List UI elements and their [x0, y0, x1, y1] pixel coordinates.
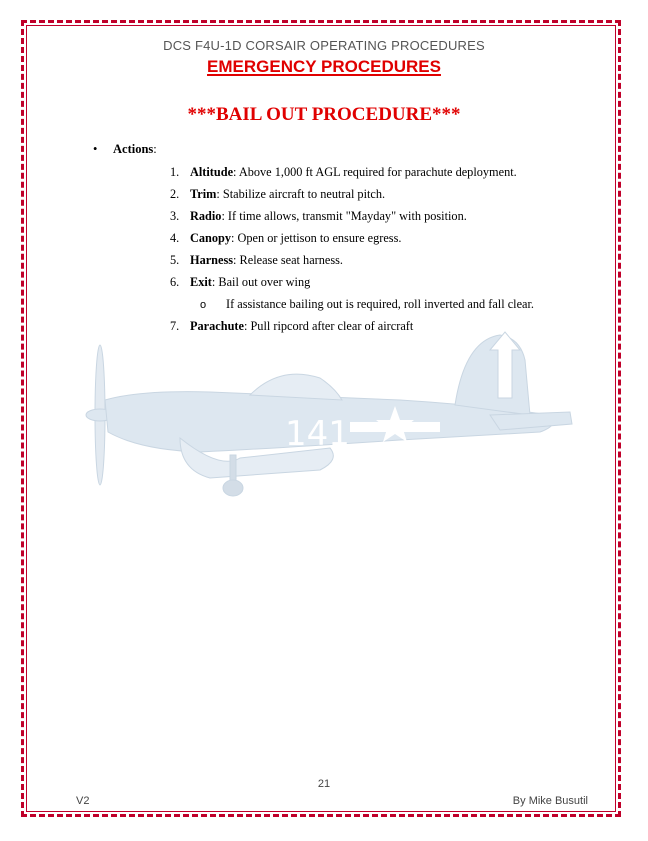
step-text: : Pull ripcord after clear of aircraft	[243, 319, 414, 333]
step-number: 4.	[170, 231, 180, 245]
aircraft-number-marking: 141	[285, 414, 350, 454]
bail-out-steps-list	[170, 164, 590, 340]
section-title: EMERGENCY PROCEDURES	[207, 57, 441, 76]
list-item	[170, 274, 590, 296]
list-item	[170, 164, 590, 186]
corsair-watermark-image	[80, 320, 580, 500]
step-text: : Above 1,000 ft AGL required for parachute deployment.	[233, 165, 517, 179]
actions-suffix: :	[153, 142, 157, 156]
step-term: Exit	[190, 275, 212, 289]
list-item	[170, 208, 590, 230]
step-term: Parachute	[190, 319, 244, 333]
step-term: Trim	[190, 187, 217, 201]
list-item	[170, 318, 590, 340]
step-text: : Open or jettison to ensure egress.	[231, 231, 402, 245]
step-term: Radio	[190, 209, 222, 223]
page-number: 21	[317, 778, 331, 790]
step-text: : Bail out over wing	[211, 275, 311, 289]
document-title: DCS F4U-1D CORSAIR OPERATING PROCEDURES	[163, 38, 485, 53]
step-term: Canopy	[190, 231, 232, 245]
step-number: 2.	[170, 187, 180, 201]
step-term: Harness	[190, 253, 234, 267]
step-text: : Stabilize aircraft to neutral pitch.	[216, 187, 386, 201]
list-item	[170, 186, 590, 208]
version-label: V2	[76, 795, 90, 807]
step-number: 7.	[170, 319, 180, 333]
step-number: 6.	[170, 275, 180, 289]
author-credit: By Mike Busutil	[512, 795, 588, 807]
procedure-title: ***BAIL OUT PROCEDURE***	[187, 104, 461, 125]
step-number: 1.	[170, 165, 180, 179]
step-text: : Release seat harness.	[233, 253, 343, 267]
sub-list-item	[170, 296, 590, 318]
step-text: : If time allows, transmit "Mayday" with position.	[221, 209, 467, 223]
list-item	[170, 230, 590, 252]
step-number: 3.	[170, 209, 180, 223]
step-term: Altitude	[190, 165, 234, 179]
actions-label: Actions	[113, 142, 154, 156]
sub-step-text: If assistance bailing out is required, roll inverted and fall clear.	[226, 297, 534, 311]
actions-heading	[93, 142, 157, 157]
step-number: 5.	[170, 253, 180, 267]
list-item	[170, 252, 590, 274]
bullet-marker: •	[93, 142, 98, 156]
sub-bullet-marker: o	[200, 299, 207, 311]
